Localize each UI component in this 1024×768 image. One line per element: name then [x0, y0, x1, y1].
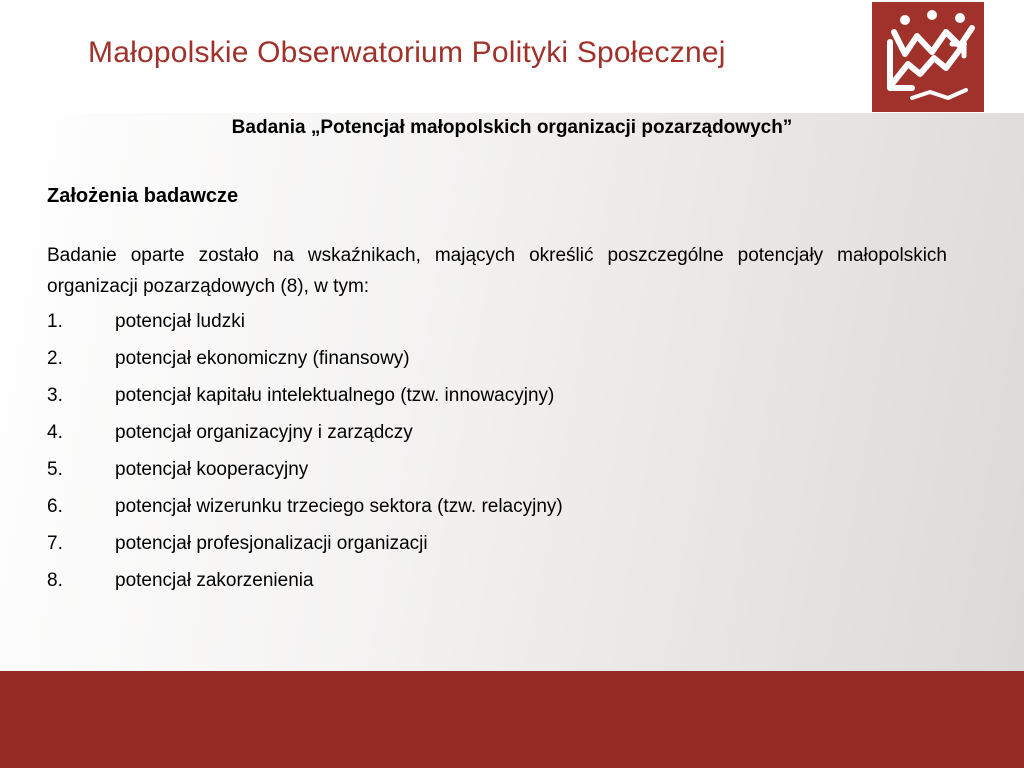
list-item — [47, 529, 947, 566]
list-item-number: 8. — [47, 570, 63, 591]
list-item — [47, 455, 947, 492]
list-item-text: potencjał zakorzenienia — [115, 570, 314, 591]
potentials-list — [47, 307, 947, 603]
list-item-text: potencjał ekonomiczny (finansowy) — [115, 348, 410, 369]
list-item-text: potencjał kapitału intelektualnego (tzw. innowacyjny) — [115, 385, 555, 406]
slide-title: Badania „Potencjał małopolskich organizacji pozarządowych” — [231, 117, 793, 138]
list-item — [47, 307, 947, 344]
section-heading: Założenia badawcze — [47, 185, 239, 207]
list-item-text: potencjał kooperacyjny — [115, 459, 309, 480]
list-item — [47, 381, 947, 418]
list-item-text: potencjał profesjonalizacji organizacji — [115, 533, 428, 554]
organization-title: Małopolskie Obserwatorium Polityki Społecznej — [88, 36, 726, 69]
list-item-text: potencjał organizacyjny i zarządczy — [115, 422, 413, 443]
list-item-number: 6. — [47, 496, 63, 517]
list-item — [47, 566, 947, 603]
list-item-number: 1. — [47, 311, 63, 332]
footer-band — [0, 671, 1024, 768]
intro-paragraph: Badanie oparte zostało na wskaźnikach, mających określić poszczególne potencjały małopolskich organizacji pozarządowych (8), w tym: — [47, 245, 947, 297]
list-item-number: 4. — [47, 422, 63, 443]
list-item-number: 7. — [47, 533, 63, 554]
crown-chart-logo-icon — [872, 2, 984, 112]
list-item — [47, 418, 947, 455]
slide-header — [0, 0, 1024, 113]
list-item — [47, 344, 947, 381]
list-item-text: potencjał wizerunku trzeciego sektora (tzw. relacyjny) — [115, 496, 563, 517]
list-item-number: 5. — [47, 459, 63, 480]
list-item — [47, 492, 947, 529]
list-item-number: 2. — [47, 348, 63, 369]
list-item-text: potencjał ludzki — [115, 311, 245, 332]
list-item-number: 3. — [47, 385, 63, 406]
